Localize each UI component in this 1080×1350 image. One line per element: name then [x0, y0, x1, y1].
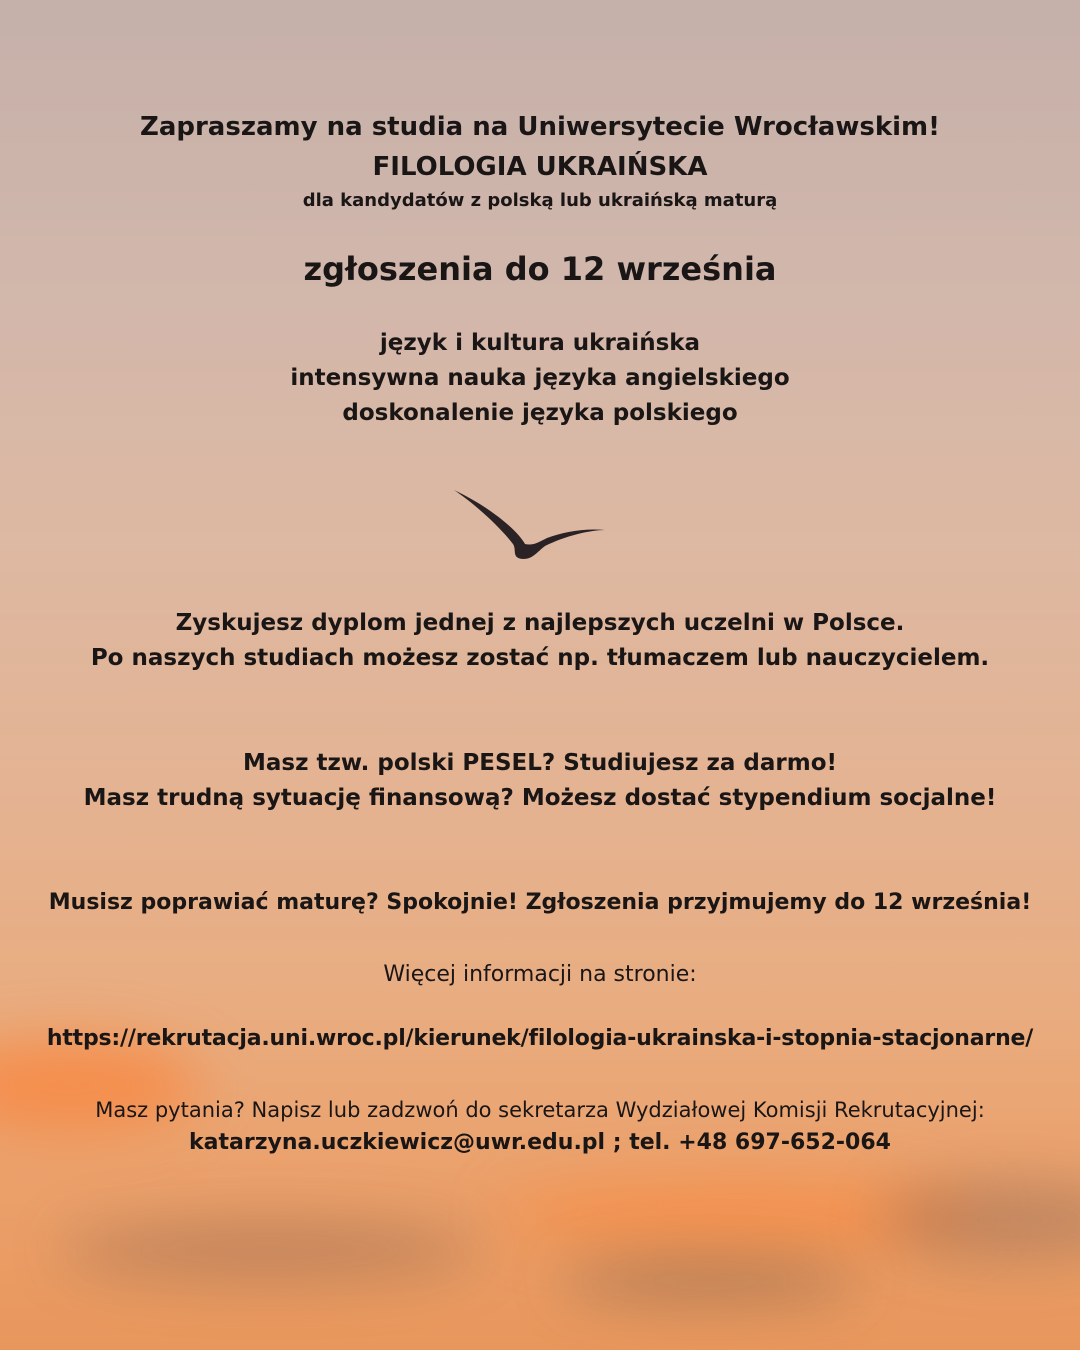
matura-text: Musisz poprawiać maturę? Spokojnie! Zgłoszenia przyjmujemy do 12 września! — [48, 890, 1032, 915]
deadline-heading: zgłoszenia do 12 września — [303, 250, 777, 288]
pesel-text: Masz tzw. polski PESEL? Studiujesz za darmo! — [243, 750, 837, 776]
bird-icon — [445, 482, 615, 567]
candidates-subtitle: dla kandydatów z polską lub ukraińską maturą — [302, 190, 778, 211]
questions-text: Masz pytania? Napisz lub zadzwoń do sekretarza Wydziałowej Komisji Rekrutacyjnej: — [95, 1098, 985, 1122]
recruitment-link[interactable]: https://rekrutacja.uni.wroc.pl/kierunek/filologia-ukrainska-i-stopnia-stacjonarne/ — [46, 1026, 1034, 1051]
more-info-label: Więcej informacji na stronie: — [383, 962, 697, 987]
cloud — [60, 1220, 480, 1280]
recruitment-link-line — [0, 1026, 1080, 1051]
scholarship-text: Masz trudną sytuację finansową? Możesz dostać stypendium socjalne! — [83, 785, 997, 811]
cloud — [560, 1260, 860, 1300]
feature-item: doskonalenie języka polskiego — [342, 400, 738, 426]
contact-info[interactable]: katarzyna.uczkiewicz@uwr.edu.pl ; tel. +48 697-652-064 — [189, 1130, 891, 1155]
feature-item: intensywna nauka języka angielskiego — [290, 365, 790, 391]
program-title: FILOLOGIA UKRAIŃSKA — [372, 152, 708, 182]
diploma-text: Zyskujesz dyplom jednej z najlepszych uczelni w Polsce. — [175, 610, 905, 636]
intro-heading: Zapraszamy na studia na Uniwersytecie Wrocławskim! — [139, 112, 941, 142]
feature-item: język i kultura ukraińska — [379, 330, 701, 356]
career-text: Po naszych studiach możesz zostać np. tłumaczem lub nauczycielem. — [90, 645, 990, 671]
